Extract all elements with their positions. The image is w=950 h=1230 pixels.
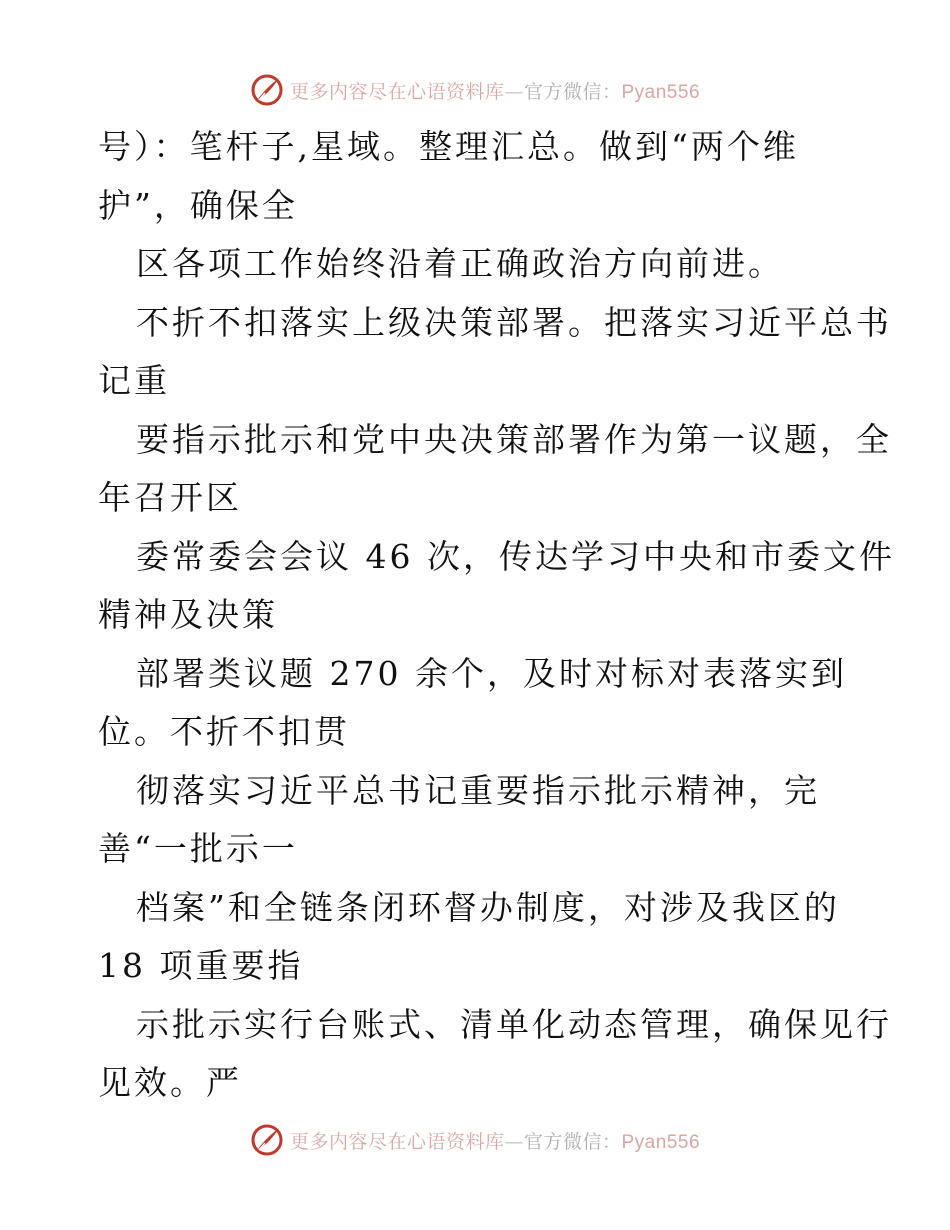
watermark-wechat-label: 官方微信： bbox=[523, 1130, 622, 1153]
watermark-brand: 更多内容尽在心语资料库 bbox=[289, 80, 505, 103]
body-line: 位。不折不扣贯 bbox=[98, 712, 350, 751]
body-line: 护”，确保全 bbox=[98, 185, 298, 225]
watermark-separator: — bbox=[504, 1130, 524, 1153]
body-line: 18 项重要指 bbox=[98, 946, 304, 985]
watermark-text bbox=[290, 1127, 700, 1154]
body-line: 记重 bbox=[98, 361, 170, 400]
watermark-header bbox=[0, 70, 950, 110]
body-line: 示批示实行台账式、清单化动态管理，确保见行 bbox=[136, 1004, 892, 1044]
watermark-brand: 更多内容尽在心语资料库 bbox=[289, 1130, 505, 1153]
quill-logo-icon bbox=[250, 1123, 284, 1157]
body-line: 年召开区 bbox=[98, 478, 242, 517]
quill-logo-icon bbox=[250, 73, 284, 107]
watermark-wechat-id: Pyan556 bbox=[621, 1131, 701, 1153]
watermark-separator: — bbox=[504, 80, 524, 103]
document-body bbox=[98, 118, 895, 1113]
body-line: 委常委会会议 46 次，传达学习中央和市委文件 bbox=[136, 536, 895, 576]
body-line: 档案”和全链条闭环督办制度，对涉及我区的 bbox=[136, 887, 840, 927]
body-line: 不折不扣落实上级决策部署。把落实习近平总书 bbox=[136, 302, 892, 342]
watermark-footer bbox=[0, 1120, 950, 1160]
body-line: 要指示批示和党中央决策部署作为第一议题，全 bbox=[136, 419, 892, 459]
body-line: 部署类议题 270 余个，及时对标对表落实到 bbox=[136, 653, 847, 693]
watermark-wechat-id: Pyan556 bbox=[621, 81, 701, 103]
body-line: 区各项工作始终沿着正确政治方向前进。 bbox=[136, 244, 784, 283]
body-line: 精神及决策 bbox=[98, 595, 278, 634]
body-line: 彻落实习近平总书记重要指示批示精神，完 bbox=[136, 770, 820, 810]
watermark-text bbox=[290, 77, 700, 104]
body-line: 号）：笔杆子,星域。整理汇总。做到“两个维 bbox=[98, 127, 799, 166]
watermark-wechat-label: 官方微信： bbox=[523, 80, 622, 103]
body-line: 善“一批示一 bbox=[98, 829, 298, 868]
body-line: 见效。严 bbox=[98, 1063, 242, 1102]
